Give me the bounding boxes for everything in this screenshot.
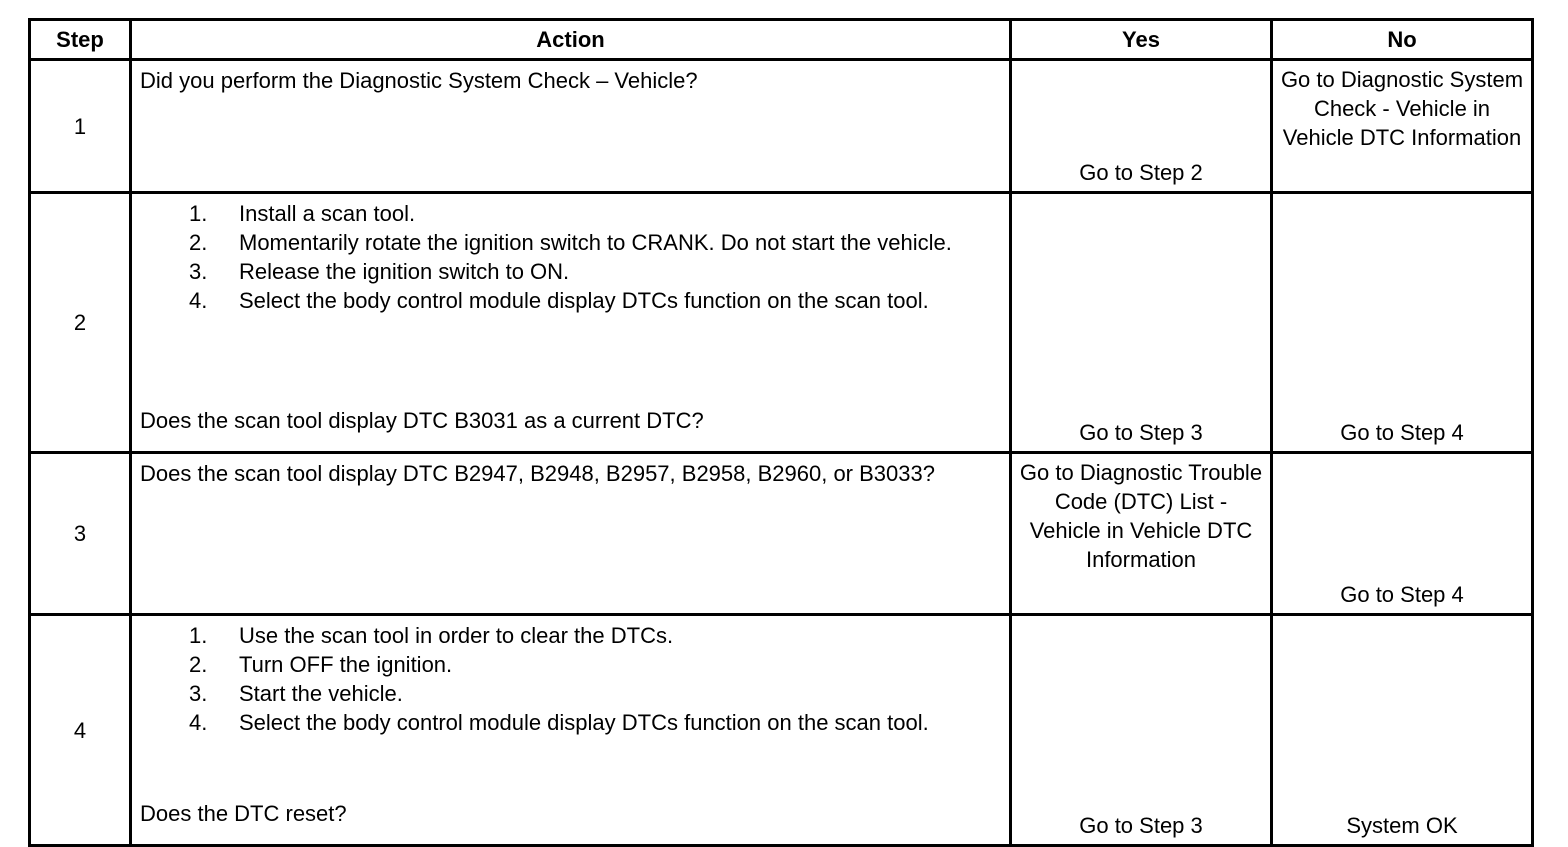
step-number: 1 [30,60,131,193]
list-item: 2. Momentarily rotate the ignition switch to CRANK. Do not start the vehicle. [189,230,952,255]
list-item: 1. Install a scan tool. [189,201,416,226]
list-item: 1. Use the scan tool in order to clear the DTCs. [189,623,674,648]
header-step: Step [30,20,131,60]
no-outcome: System OK [1272,615,1533,846]
diagnostic-table [28,18,1534,847]
header-no: No [1272,20,1533,60]
yes-outcome: Go to Step 2 [1011,60,1272,193]
action-step-list [140,199,1001,315]
action-question: Did you perform the Diagnostic System Check – Vehicle? [140,68,698,93]
list-item: 4. Select the body control module display DTCs function on the scan tool. [189,710,929,735]
action-question: Does the scan tool display DTC B3031 as a current DTC? [140,408,704,433]
action-cell [131,60,1011,193]
no-outcome: Go to Diagnostic System Check - Vehicle in Vehicle DTC Information [1272,60,1533,193]
table-row [30,60,1533,193]
table-row [30,193,1533,453]
table-row [30,453,1533,615]
yes-outcome: Go to Step 3 [1011,615,1272,846]
header-row [30,20,1533,60]
action-question: Does the scan tool display DTC B2947, B2948, B2957, B2958, B2960, or B3033? [140,461,935,486]
no-outcome: Go to Step 4 [1272,193,1533,453]
yes-outcome: Go to Step 3 [1011,193,1272,453]
action-question: Does the DTC reset? [140,801,347,826]
yes-outcome: Go to Diagnostic Trouble Code (DTC) List - Vehicle in Vehicle DTC Information [1011,453,1272,615]
list-item: 4. Select the body control module display DTCs function on the scan tool. [189,288,929,313]
list-item: 2. Turn OFF the ignition. [189,652,453,677]
step-number: 3 [30,453,131,615]
action-step-list [140,621,1001,737]
no-outcome: Go to Step 4 [1272,453,1533,615]
step-number: 4 [30,615,131,846]
action-cell [131,615,1011,846]
action-cell [131,193,1011,453]
action-cell [131,453,1011,615]
list-item: 3. Release the ignition switch to ON. [189,259,570,284]
header-action: Action [131,20,1011,60]
step-number: 2 [30,193,131,453]
header-yes: Yes [1011,20,1272,60]
list-item: 3. Start the vehicle. [189,681,403,706]
table-row [30,615,1533,846]
